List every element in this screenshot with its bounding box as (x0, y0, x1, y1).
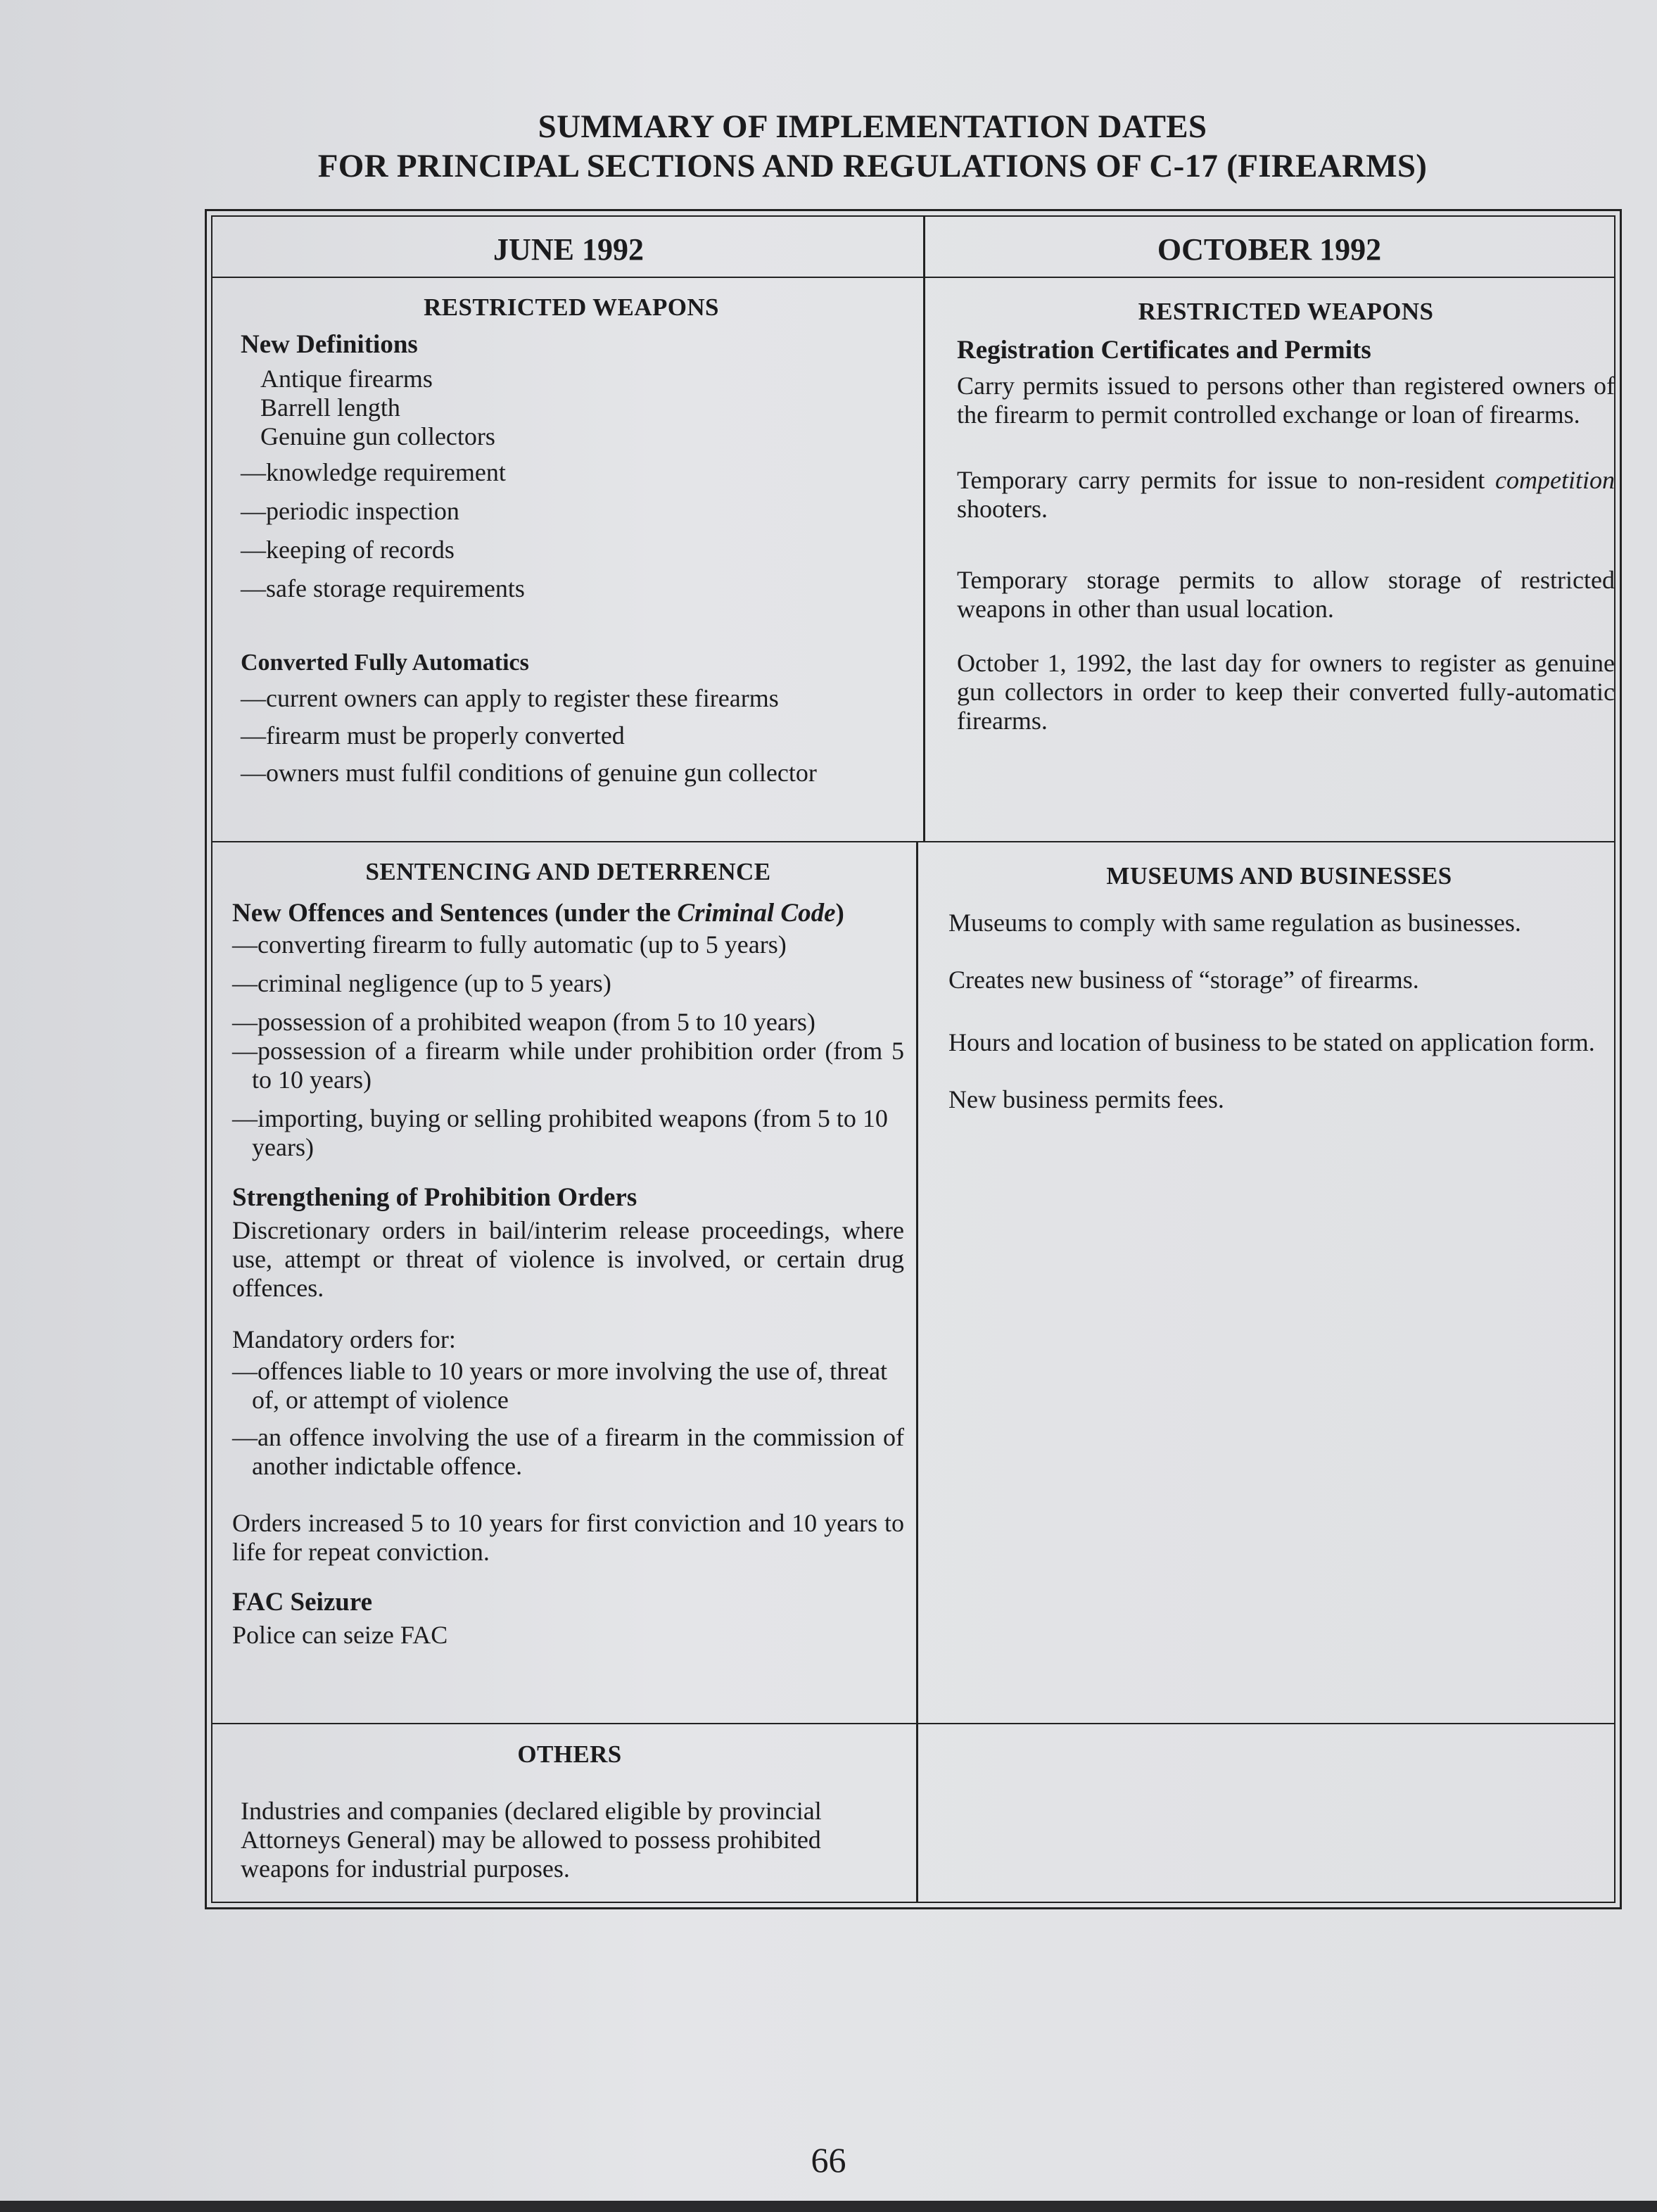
requirement-item: —keeping of records (241, 536, 455, 564)
title-line-1: SUMMARY OF IMPLEMENTATION DATES (538, 108, 1207, 145)
right-restricted-section (957, 297, 1615, 735)
temporary-carry-suffix: shooters. (957, 495, 1048, 523)
prohibition-orders-heading: Strengthening of Prohibition Orders (232, 1183, 637, 1212)
requirement-item: —knowledge requirement (241, 458, 506, 486)
collector-requirements-list (241, 458, 902, 603)
right-restricted-heading: RESTRICTED WEAPONS (1138, 298, 1434, 325)
mandatory-item: —an offence involving the use of a firearm in the commission of another indictable offence. (232, 1423, 904, 1480)
left-restricted-heading: RESTRICTED WEAPONS (424, 293, 719, 321)
requirement-item: —periodic inspection (241, 497, 459, 525)
temporary-carry-prefix: Temporary carry permits for issue to non-resident (957, 466, 1496, 494)
offence-item: —criminal negligence (up to 5 years) (232, 969, 611, 997)
title-line-2: FOR PRINCIPAL SECTIONS AND REGULATIONS OF C-17 (FIREARMS) (317, 148, 1428, 184)
mandatory-orders-label: Mandatory orders for: (232, 1325, 456, 1353)
converted-automatics-list (241, 684, 902, 788)
table-inner-frame (211, 215, 1615, 1903)
scan-bottom-edge (0, 2201, 1657, 2212)
converted-item: —current owners can apply to register these firearms (241, 684, 779, 712)
collector-deadline-text: October 1, 1992, the last day for owners to register as genuine gun collectors in order to keep their converted fully-automatic firearms. (957, 649, 1615, 735)
others-text: Industries and companies (declared eligible by provincial Attorneys General) may be allowed to possess prohibited weapons for industrial purposes. (241, 1797, 822, 1883)
orders-increased-text: Orders increased 5 to 10 years for first conviction and 10 years to life for repeat conviction. (232, 1509, 904, 1566)
temporary-carry-permits-text (957, 466, 1615, 524)
criminal-code-italic: Criminal Code (677, 899, 836, 928)
mandatory-orders-list (232, 1357, 904, 1481)
sentencing-heading: SENTENCING AND DETERRENCE (365, 858, 771, 885)
business-hours-item: Hours and location of business to be stated on application form. (948, 1028, 1595, 1056)
competition-italic: competition (1495, 466, 1615, 494)
new-offences-prefix: New Offences and Sentences (under the (232, 899, 678, 928)
others-heading: OTHERS (517, 1740, 622, 1768)
fac-seizure-heading: FAC Seizure (232, 1588, 373, 1617)
header-divider (212, 277, 1614, 278)
others-section (241, 1740, 899, 1883)
left-restricted-section (241, 293, 902, 788)
mandatory-item: —offences liable to 10 years or more involving the use of, threat of, or attempt of violence (232, 1357, 888, 1414)
converted-item: —owners must fulfil conditions of genuine gun collector (241, 759, 817, 787)
carry-permits-text: Carry permits issued to persons other than registered owners of the firearm to permit controlled exchange or loan of firearms. (957, 372, 1615, 429)
column-divider-bottom (916, 841, 918, 1902)
new-offences-suffix: ) (835, 899, 844, 928)
museums-heading: MUSEUMS AND BUSINESSES (1106, 862, 1452, 890)
definition-item: Barrell length (260, 393, 400, 422)
row-divider-2 (212, 1723, 1614, 1724)
discretionary-orders-text: Discretionary orders in bail/interim release proceedings, where use, attempt or threat of violence is involved, or certain drug offences. (232, 1216, 904, 1302)
converted-automatics-heading: Converted Fully Automatics (241, 650, 529, 676)
museums-section (948, 861, 1610, 1114)
definitions-list (241, 365, 902, 451)
offences-list (232, 930, 904, 1162)
fac-seizure-text: Police can seize FAC (232, 1621, 448, 1649)
converted-item: —firearm must be properly converted (241, 721, 625, 750)
museums-item: Museums to comply with same regulation as businesses. (948, 909, 1521, 937)
page-number: 66 (811, 2140, 846, 2180)
permit-fees-item: New business permits fees. (948, 1085, 1224, 1113)
definition-item: Genuine gun collectors (260, 422, 495, 450)
new-definitions-heading: New Definitions (241, 330, 418, 359)
sentencing-section (232, 857, 904, 1650)
column-header-june: JUNE 1992 (493, 232, 644, 267)
offence-item: —converting firearm to fully automatic (up to 5 years) (232, 930, 787, 959)
registration-heading: Registration Certificates and Permits (957, 336, 1371, 365)
new-offences-heading (232, 899, 904, 928)
implementation-table (205, 209, 1622, 1909)
offence-item: —importing, buying or selling prohibited weapons (from 5 to 10 years) (232, 1104, 888, 1161)
definition-item: Antique firearms (260, 365, 433, 393)
page-title (204, 107, 1541, 186)
column-header-october: OCTOBER 1992 (1157, 232, 1382, 267)
row-divider-1 (212, 841, 1614, 842)
offence-item: —possession of a prohibited weapon (from 5 to 10 years) (232, 1008, 815, 1036)
storage-business-item: Creates new business of “storage” of firearms. (948, 966, 1419, 994)
column-divider-top (923, 217, 925, 841)
requirement-item: —safe storage requirements (241, 574, 525, 602)
temporary-storage-text: Temporary storage permits to allow storage of restricted weapons in other than usual location. (957, 566, 1615, 623)
offence-item: —possession of a firearm while under prohibition order (from 5 to 10 years) (232, 1037, 904, 1094)
